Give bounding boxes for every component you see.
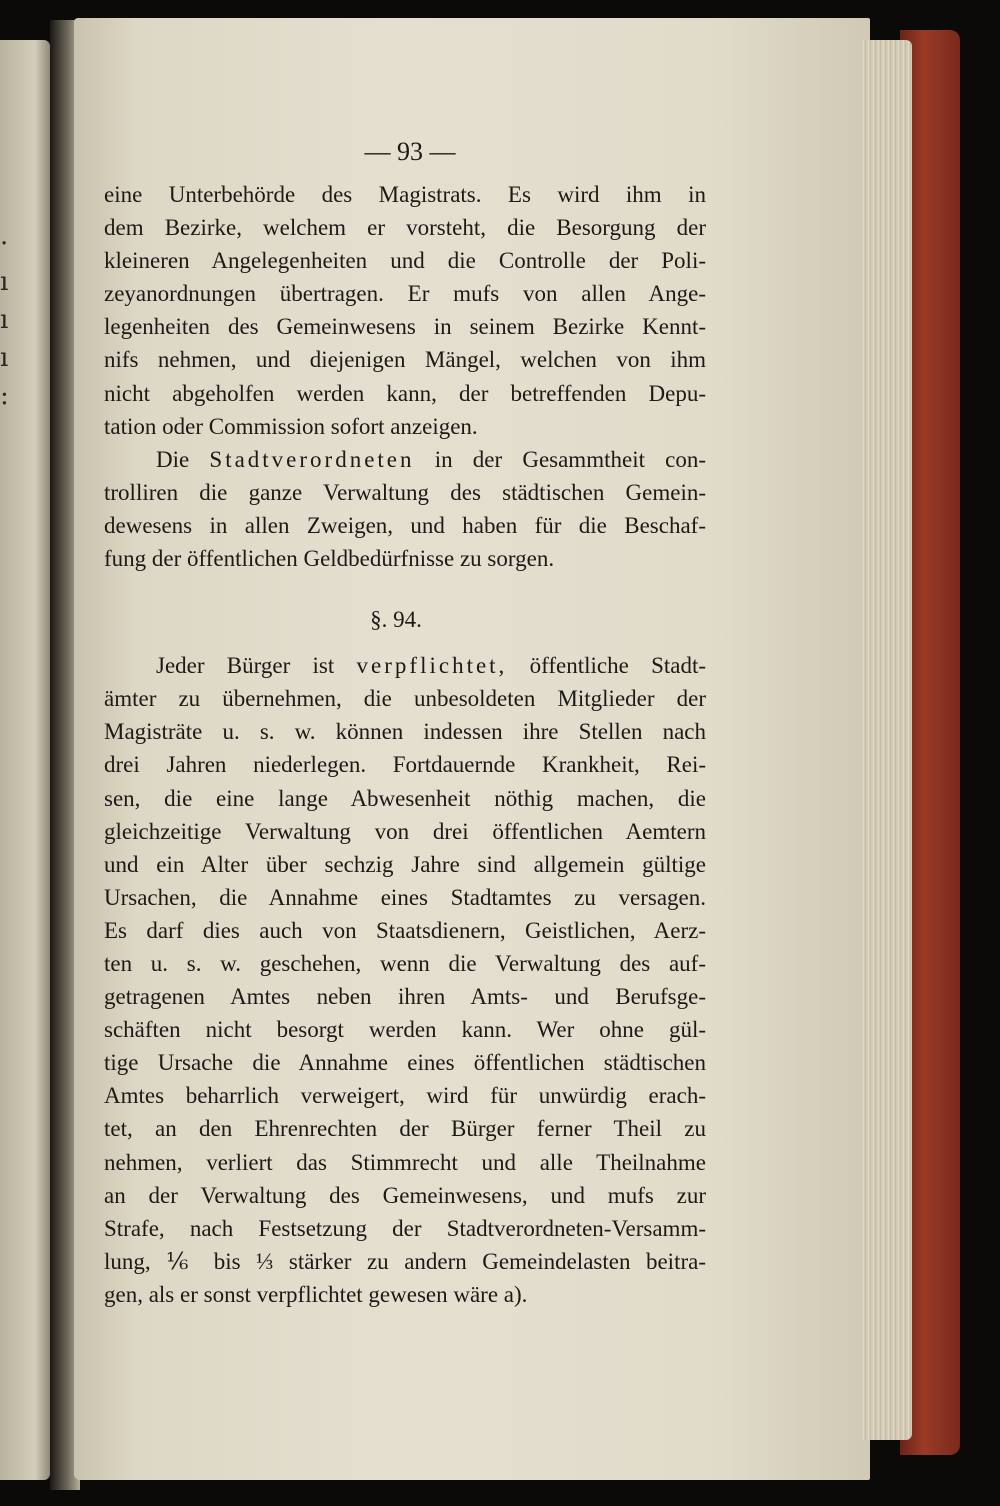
text-line: Amtes beharrlich verweigert, wird für unwürdig erach- — [104, 1083, 706, 1109]
text-line: an der Verwaltung des Gemeinwesens, und mufs zur — [104, 1182, 706, 1208]
text-line: fung der öffentlichen Geldbedürfnisse zu sorgen. — [104, 546, 555, 572]
text-line: eine Unterbehörde des Magistrats. Es wird ihm in — [104, 182, 706, 207]
page-block-edges — [862, 40, 912, 1440]
text-line: und ein Alter über sechzig Jahre sind allgemein gültige — [104, 851, 706, 877]
text-line: dewesens in allen Zweigen, und haben für die Beschaf- — [104, 512, 706, 538]
text-line: ten u. s. w. geschehen, wenn die Verwaltung des auf- — [104, 950, 706, 976]
text-line: tet, an den Ehrenrechten der Bürger ferner Theil zu — [104, 1116, 706, 1142]
facing-page-text-fragments: · ı ı ı : — [0, 229, 9, 411]
text-line: lung, ⅙ bis ⅓ stärker zu andern Gemeindelasten beitra- — [104, 1248, 706, 1274]
text-line: gleichzeitige Verwaltung von drei öffentlichen Aemtern — [104, 818, 706, 844]
section-heading: §. 94. — [370, 607, 422, 633]
paragraph-stadtverordneten — [104, 443, 706, 575]
text-line: getragenen Amtes neben ihren Amts- und Berufsge- — [104, 984, 706, 1010]
text-line: nifs nehmen, und diejenigen Mängel, welchen von ihm — [104, 347, 706, 373]
text-line: zeyanordnungen übertragen. Er mufs von allen Ange- — [104, 281, 706, 307]
emphasized-word: Stadtverordneten — [209, 446, 415, 472]
text-line: dem Bezirke, welchem er vorsteht, die Besorgung der — [104, 215, 706, 241]
text-line: Ursachen, die Annahme eines Stadtamtes zu versagen. — [104, 884, 706, 910]
text-line: tation oder Commission sofort anzeigen. — [104, 413, 478, 439]
text-line: nehmen, verliert das Stimmrecht und alle Theilnahme — [104, 1149, 706, 1175]
text-word: Die — [156, 446, 190, 472]
text-fragment: Jeder Bürger ist — [156, 653, 335, 679]
text-line: tige Ursache die Annahme eines öffentlichen städtischen — [104, 1050, 706, 1076]
facing-page-edge — [0, 40, 50, 1480]
text-line — [104, 649, 706, 682]
text-line: nicht abgeholfen werden kann, der betreffenden Depu- — [104, 380, 706, 406]
paragraph-section-94 — [104, 649, 706, 1311]
text-line: Magisträte u. s. w. können indessen ihre Stellen nach — [104, 719, 706, 745]
text-fragment: in der Gesammtheit con- — [434, 446, 707, 472]
text-line: schäften nicht besorgt werden kann. Wer ohne gül- — [104, 1017, 706, 1043]
text-line: kleineren Angelegenheiten und die Controlle der Poli- — [104, 248, 706, 274]
text-line: trolliren die ganze Verwaltung des städtischen Gemein- — [104, 479, 706, 505]
emphasized-word: verpflichtet, — [356, 653, 508, 679]
text-line: ämter zu übernehmen, die unbesoldeten Mitglieder der — [104, 686, 706, 712]
page-text — [104, 130, 706, 1311]
text-line: Strafe, nach Festsetzung der Stadtverordneten-Versamm- — [104, 1215, 706, 1241]
text-line — [104, 443, 706, 476]
text-line: legenheiten des Gemeinwesens in seinem Bezirke Kennt- — [104, 314, 706, 340]
paragraph-continued — [104, 178, 706, 443]
page-number: — 93 — — [364, 137, 456, 166]
text-line: sen, die eine lange Abwesenheit nöthig machen, die — [104, 785, 706, 811]
text-fragment: öffentliche Stadt- — [529, 653, 707, 679]
text-line: gen, als er sonst verpflichtet gewesen wäre a). — [104, 1281, 528, 1307]
text-line: drei Jahren niederlegen. Fortdauernde Krankheit, Rei- — [104, 752, 706, 778]
text-line: Es darf dies auch von Staatsdienern, Geistlichen, Aerz- — [104, 917, 706, 943]
